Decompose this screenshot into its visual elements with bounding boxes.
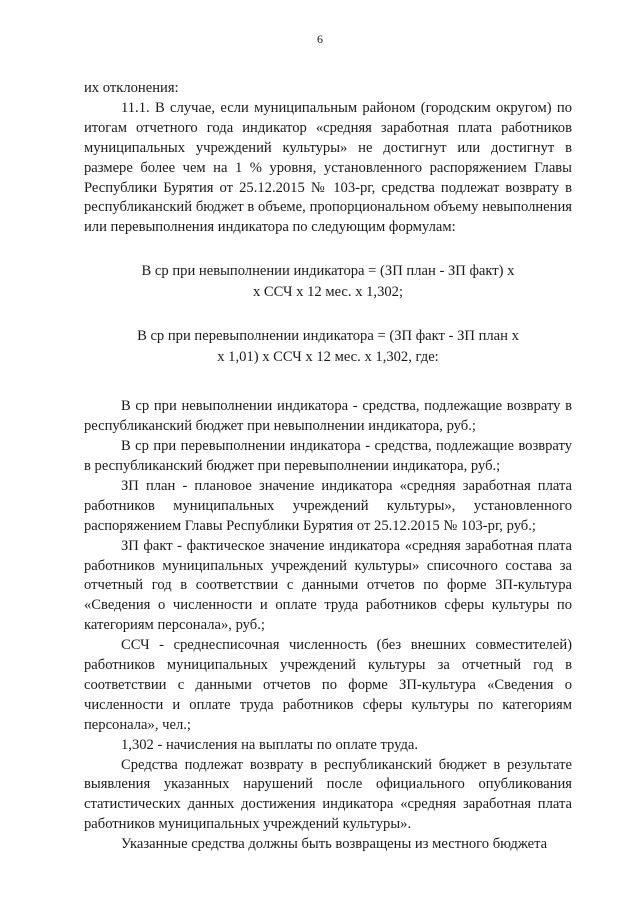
paragraph-11-1: 11.1. В случае, если муниципальным районом (городским округом) по итогам отчетного года индикатор «средняя заработная плата работников муниципальных учреждений культуры» не достигнут или достигнут в размере более чем на 1 % уровня, установленного распоряжением Главы Республики Бурятия от 25.12.2015 № 103-рг, средства подлежат возврату в республиканский бюджет в объеме, пропорциональном объему невыполнения или перевыполнения индикатора по следующим формулам: [84, 99, 572, 236]
definition-1302: 1,302 - начисления на выплаты по оплате труда. [121, 736, 419, 753]
definition-v-sr-under: В ср при невыполнении индикатора - средства, подлежащие возврату в республиканский бюджет при невыполнении индикатора, руб.; [84, 398, 572, 435]
paragraph-return-deadline: Указанные средства должны быть возвращены из местного бюджета [121, 836, 548, 853]
formula-overfulfillment-line2: х 1,01) х ССЧ х 12 мес. х 1,302, где: [217, 349, 439, 366]
definition-ssch: ССЧ - среднесписочная численность (без внешних совместителей) работников муниципальных учреждений культуры за отчетный год в соответствии с данными отчетов по форме ЗП-культура «Сведения о численности и оплате труда работников сферы культуры по категориям персонала», чел.; [84, 637, 572, 733]
paragraph-intro: их отклонения: [84, 80, 179, 96]
definition-v-sr-over: В ср при перевыполнении индикатора - средства, подлежащие возврату в республиканский бюджет при перевыполнении индикатора, руб.; [84, 438, 572, 474]
formula-overfulfillment-line1: В ср при перевыполнении индикатора = (ЗП факт - ЗП план х [137, 328, 519, 345]
definition-zp-plan: ЗП план - плановое значение индикатора «средняя заработная плата работников муниципальных учреждений культуры», установленного распоряжением Главы Республики Бурятия от 25.12.2015 № 103-рг, руб.; [84, 477, 572, 534]
formula-underfulfillment-line2: х ССЧ х 12 мес. х 1,302; [252, 284, 404, 301]
document-body [84, 79, 572, 855]
page-number: 6 [317, 32, 323, 46]
paragraph-return-conditions: Средства подлежат возврату в республиканский бюджет в результате выявления указанных нарушений после официального опубликования статистических данных достижения индикатора «средняя заработная плата работников муниципальных учреждений культуры». [84, 756, 572, 833]
definition-zp-fact: ЗП факт - фактическое значение индикатора «средняя заработная плата работников муниципальных учреждений культуры» списочного состава за отчетный год в соответствии с данными отчетов по форме ЗП-культура «Сведения о численности и оплате труда работников сферы культуры по категориям персонала», руб.; [84, 537, 572, 634]
formula-underfulfillment-line1: В ср при невыполнении индикатора = (ЗП план - ЗП факт) х [141, 263, 515, 280]
